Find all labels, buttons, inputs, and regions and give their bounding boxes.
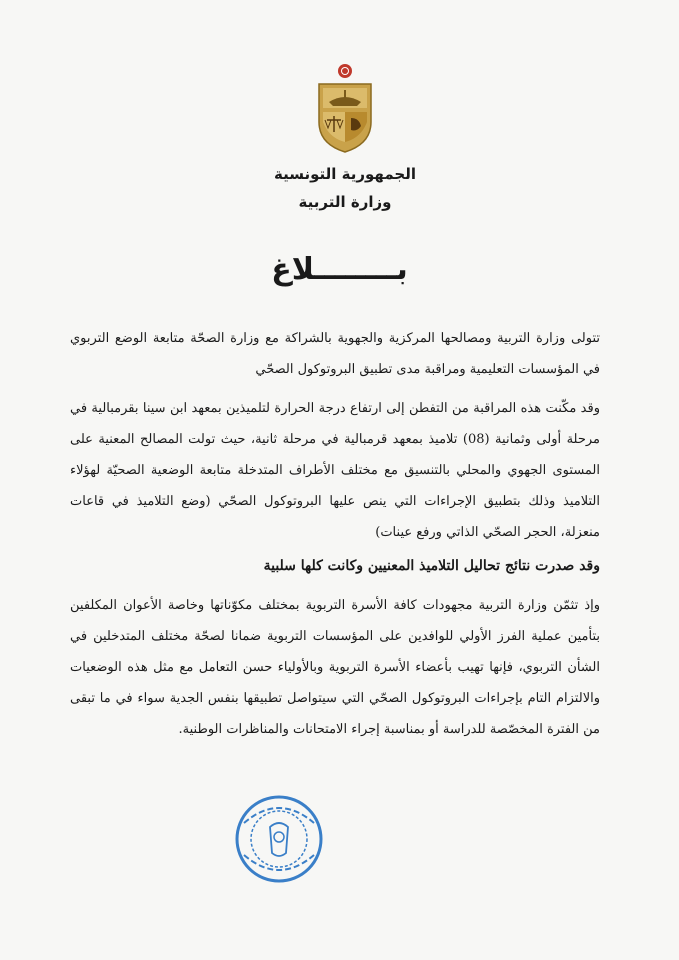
paragraph-4: وإذ تثمّن وزارة التربية مجهودات كافة الأسرة التربوية بمختلف مكوّناتها وخاصة الأعوان المكلفين بتأمين عملية الفرز الأولي للوافدين على المؤسسات التربوية ضمانا لصحّة مختلف المتدخلين في الشأن التربوي، فإنها تهيب بأعضاء الأسرة التربوية وبالأولياء حسن التعامل مع مثل هذه الوضعيات والالتزام التام بإجراءات البروتوكول الصحّي التي سيتواصل تطبيقها بنفس الجدية سواء في ما تبقى من الفترة المخصّصة للدراسة أو بمناسبة إجراء الامتحانات والمناظرات الوطنية.	[70, 598, 600, 737]
document-title: بــــــــلاغ	[271, 252, 408, 287]
country-name: الجمهورية التونسية	[274, 165, 416, 183]
tunisia-coat-of-arms-emblem	[315, 62, 375, 154]
paragraph-2: وقد مكّنت هذه المراقبة من التفطن إلى ارتفاع درجة الحرارة لتلميذين بمعهد ابن سينا بقرمبالية في مرحلة أولى وثمانية (08) تلاميذ بمعهد قرمبالية في مرحلة ثانية، حيث تولت المصالح المعنية على المستوى الجهوي والمحلي بالتنسيق مع مختلف الأطراف المتدخلة متابعة الوضعية الصحيّة لهؤلاء التلاميذ وذلك بتطبيق الإجراءات التي ينص عليها البروتوكول الصحّي (وضع التلاميذ في قاعات منعزلة، الحجر الصحّي الذاتي ورفع عينات)	[70, 401, 601, 540]
ministry-stamp	[230, 793, 328, 885]
paragraph-1: تتولى وزارة التربية ومصالحها المركزية والجهوية بالشراكة مع وزارة الصحّة متابعة الوضع التربوي في المؤسسات التعليمية ومراقبة مدى تطبيق البروتوكول الصحّي	[70, 331, 600, 377]
ministry-name: وزارة التربية	[298, 193, 392, 211]
paragraph-3: وقد صدرت نتائج تحاليل التلاميذ المعنيين وكانت كلها سلبية	[263, 558, 600, 574]
